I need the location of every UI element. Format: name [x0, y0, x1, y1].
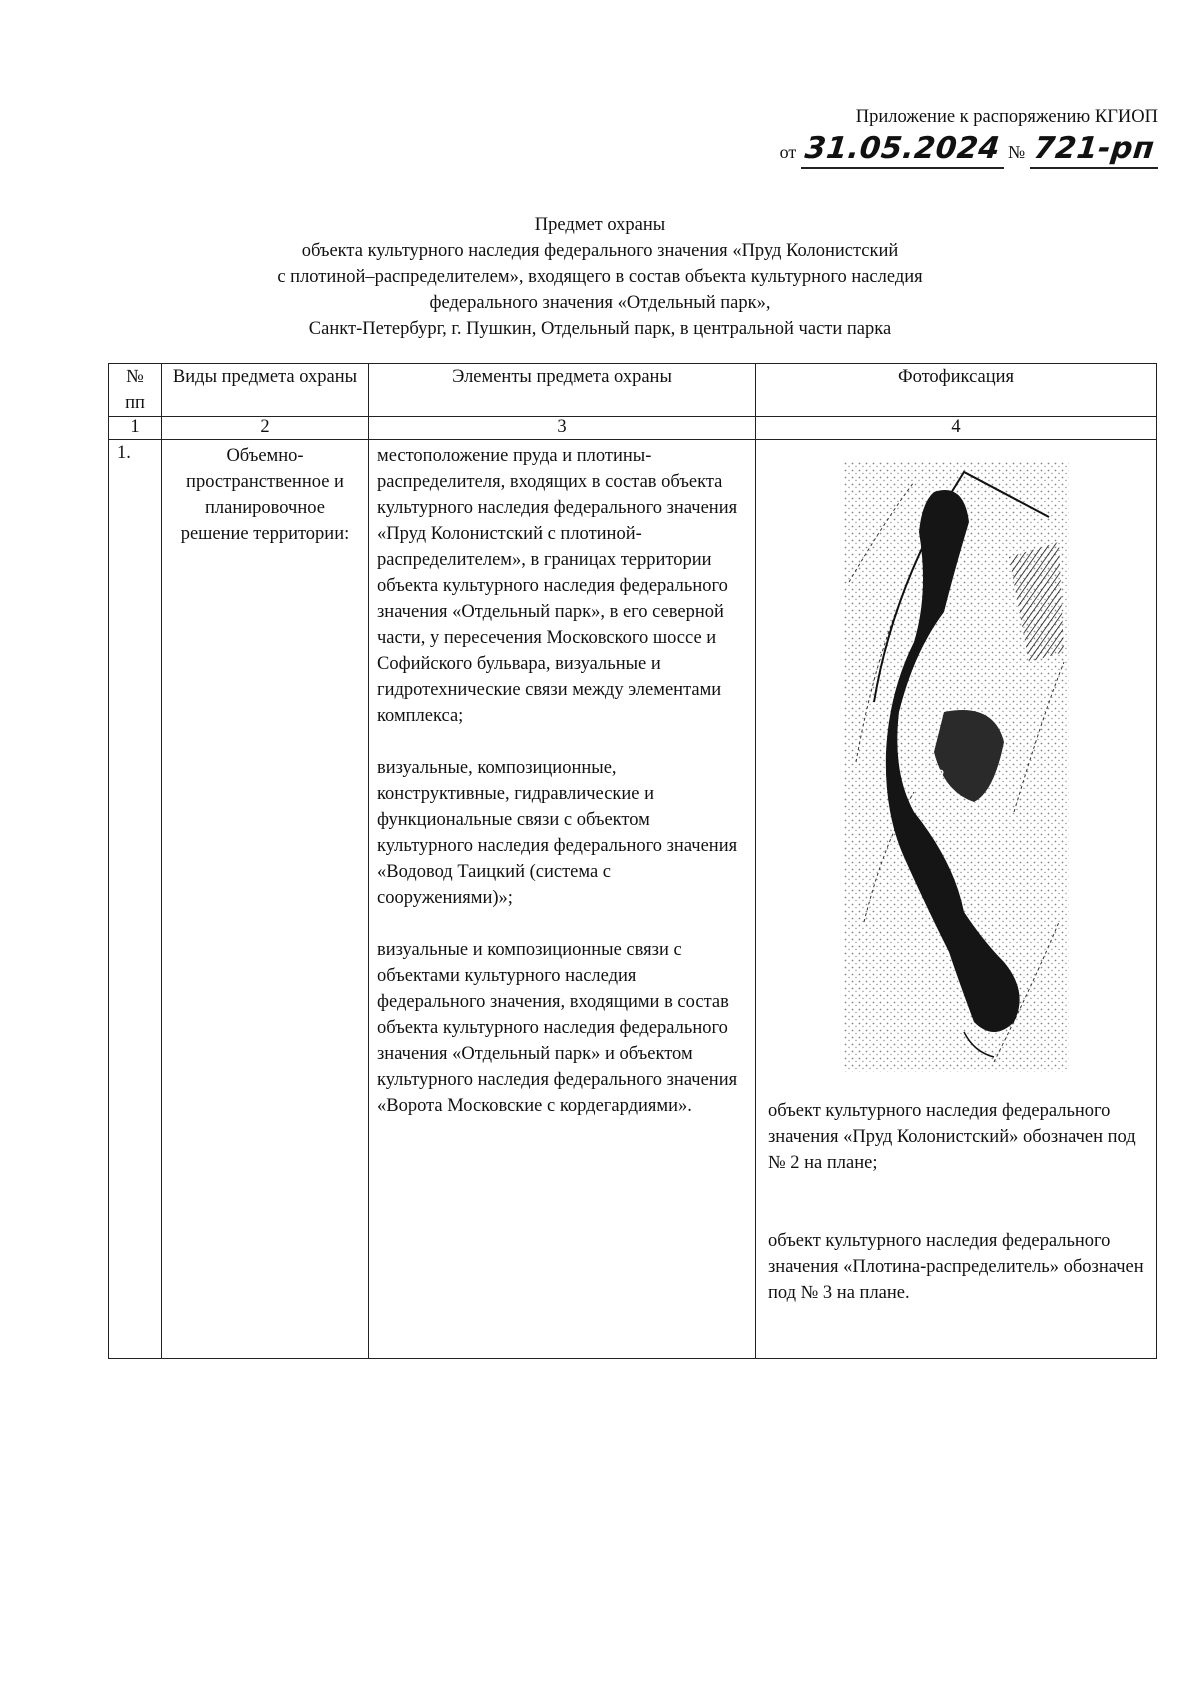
number-prefix: № — [1008, 142, 1026, 162]
column-number-2: 2 — [162, 417, 369, 440]
order-date: 31.05.2024 — [802, 131, 1002, 166]
title-line-2: объекта культурного наследия федерального значения «Пруд Колонистский — [301, 241, 899, 261]
row-number: 1. — [109, 440, 162, 1359]
table-row — [109, 440, 1157, 1359]
plan-label: 2 — [935, 768, 945, 784]
title-line-1: Предмет охраны — [534, 215, 666, 235]
row-photo — [756, 440, 1157, 1359]
title-line-3: с плотиной–распределителем», входящего в состав объекта культурного наследия — [277, 267, 923, 287]
protection-table — [108, 363, 1157, 1359]
document-title — [0, 212, 1200, 342]
header-elements: Элементы предмета охраны — [369, 364, 756, 417]
caption-pond: объект культурного наследия федерального значения «Пруд Колонистский» обозначен под № 2 на плане; — [768, 1101, 1136, 1173]
column-number-row — [109, 417, 1157, 440]
element-paragraph-1: местоположение пруда и плотины-распределителя, входящих в состав объекта культурного наследия федерального значения «Пруд Колонистский с плотиной-распределителем», в границах территории объекта культурного наследия федерального значения «Отдельный парк», в его северной части, у пересечения Московского шоссе и Софийского бульвара, визуальные и гидротехнические связи между элементами комплекса; — [377, 446, 738, 726]
order-number: 721-рп — [1031, 131, 1156, 166]
column-number-4: 4 — [756, 417, 1157, 440]
row-type: Объемно-пространственное и планировочное решение территории: — [162, 440, 369, 1359]
order-number-line — [779, 131, 1158, 169]
pond-plan-image — [844, 462, 1069, 1072]
appendix-block — [780, 104, 1158, 169]
title-line-4: федерального значения «Отдельный парк», — [429, 293, 771, 313]
title-line-5: Санкт-Петербург, г. Пушкин, Отдельный парк, в центральной части парка — [308, 319, 892, 339]
appendix-title: Приложение к распоряжению КГИОП — [855, 107, 1158, 127]
table-header-row — [109, 364, 1157, 417]
caption-dam: объект культурного наследия федерального значения «Плотина-распределитель» обозначен под № 3 на плане. — [768, 1231, 1144, 1303]
element-paragraph-2: визуальные, композиционные, конструктивные, гидравлические и функциональные связи с объектом культурного наследия федерального значения «Водовод Таицкий (система с сооружениями)»; — [377, 758, 738, 908]
photo-captions — [768, 1098, 1148, 1306]
column-number-3: 3 — [369, 417, 756, 440]
column-number-1: 1 — [109, 417, 162, 440]
row-elements — [369, 440, 756, 1359]
header-photo: Фотофиксация — [756, 364, 1157, 417]
header-number: № пп — [109, 364, 162, 417]
date-prefix: от — [779, 142, 797, 162]
header-type: Виды предмета охраны — [162, 364, 369, 417]
element-paragraph-3: визуальные и композиционные связи с объектами культурного наследия федерального значения, входящими в состав объекта культурного наследия федерального значения «Отдельный парк» и объектом культурного наследия федерального значения «Ворота Московские с кордегардиями». — [377, 940, 738, 1116]
